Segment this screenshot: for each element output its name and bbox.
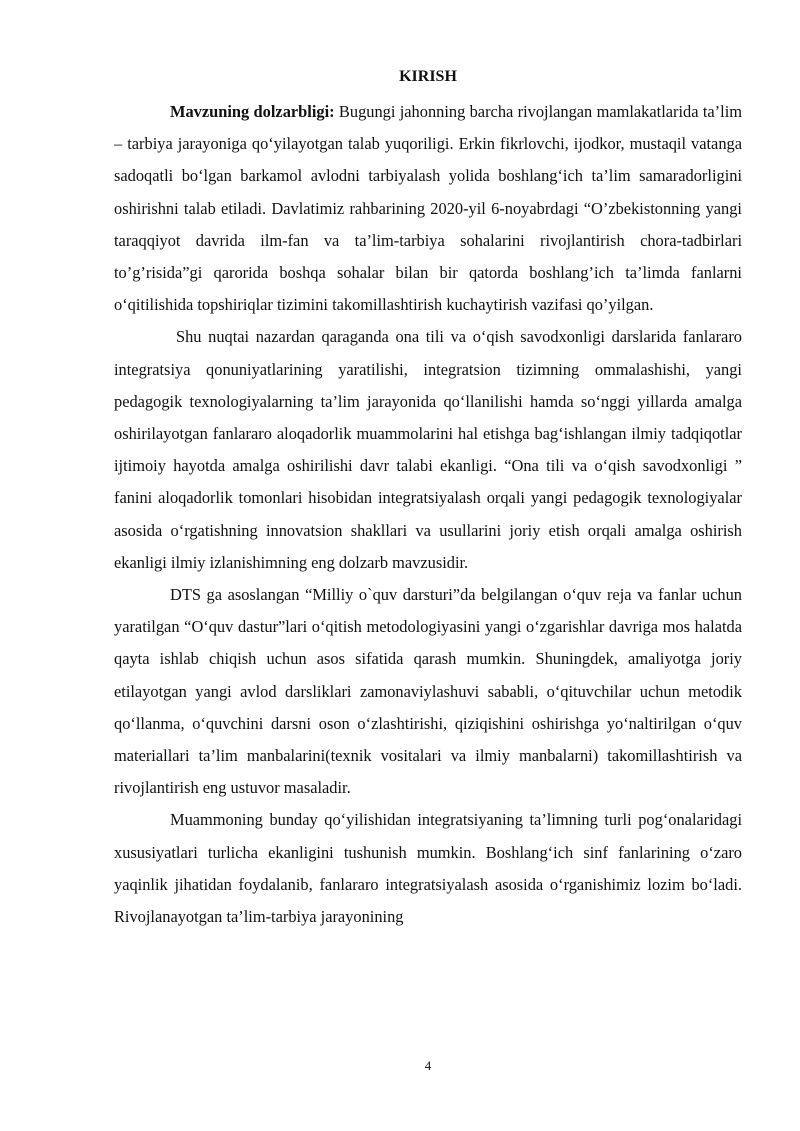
paragraph-curriculum: DTS ga asoslangan “Milliy o`quv darsturi”da belgilangan o‘quv reja va fanlar uchun yaratilgan “O‘quv dastur”lari o‘qitish metodologiyasini yangi o‘zgarishlar davriga mos halatda qayta ishlab chiqish uchun asos sifatida qarash mumkin. Shuningdek, amaliyotga joriy etilayotgan yangi avlod darsliklari zamonaviylashuvi sababli, o‘qituvchilar uchun metodik qo‘llanma, o‘quvchini darsni oson o‘zlashtirishi, qiziqishini oshirishga yo‘naltirilgan o‘quv materiallari ta’lim manbalarini(texnik vositalari va ilmiy manbalarni) takomillashtirish va rivojlantirish eng ustuvor masaladir. <box>114 585 742 798</box>
page-number: 4 <box>424 1058 432 1073</box>
paragraph-relevance <box>114 96 742 321</box>
document-body <box>114 96 742 933</box>
page-title: KIRISH <box>399 68 457 85</box>
paragraph-lead: Mavzuning dolzarbligi: <box>170 102 335 121</box>
paragraph-integration: Shu nuqtai nazardan qaraganda ona tili va o‘qish savodxonligi darslarida fanlararo integratsiya qonuniyatlarining yaratilishi, integratsion tizimning ommalashishi, yangi pedagogik texnologiyalarning ta’lim jarayonida qo‘llanilishi hamda so‘nggi yillarda amalga oshirilayotgan fanlararo aloqadorlik muammolarini hal etishga bag‘ishlangan ilmiy tadqiqotlar ijtimoiy hayotda amalga oshirilishi davr talabi ekanligi. “Ona tili va o‘qish savodxonligi ” fanini aloqadorlik tomonlari hisobidan integratsiyalash orqali yangi pedagogik texnologiyalar asosida o‘rgatishning innovatsion shakllari va usullarini joriy etish orqali amalga oshirish ekanligi ilmiy izlanishimning eng dolzarb mavzusidir. <box>114 327 742 572</box>
paragraph-text: Bugungi jahonning barcha rivojlangan mamlakatlarida ta’lim – tarbiya jarayoniga qo‘yilayotgan talab yuqoriligi. Erkin fikrlovchi, ijodkor, mustaqil vatanga sadoqatli bo‘lgan barkamol avlodni tarbiyalash yolida boshlang‘ich ta’lim samaradorligini oshirishni talab etiladi. Davlatimiz rahbarining 2020-yil 6-noyabrdagi “O’zbekistonning yangi taraqqiyot davrida ilm-fan va ta’lim-tarbiya sohalarini rivojlantirish chora-tadbirlari to’g’risida”gi qarorida boshqa sohalar bilan bir qatorda boshlang’ich ta’limda fanlarni o‘qitilishida topshiriqlar tizimini takomillashtirish kuchaytirish vazifasi qo’yilgan. <box>114 102 742 315</box>
paragraph-problem: Muammoning bunday qo‘yilishidan integratsiyaning ta’limning turli pog‘onalaridagi xususiyatlari turlicha ekanligini tushunish mumkin. Boshlang‘ich sinf fanlarining o‘zaro yaqinlik jihatidan foydalanib, fanlararo integratsiyalash asosida o‘rganishimiz lozim bo‘ladi. Rivojlanayotgan ta’lim-tarbiya jarayonining <box>114 810 742 927</box>
